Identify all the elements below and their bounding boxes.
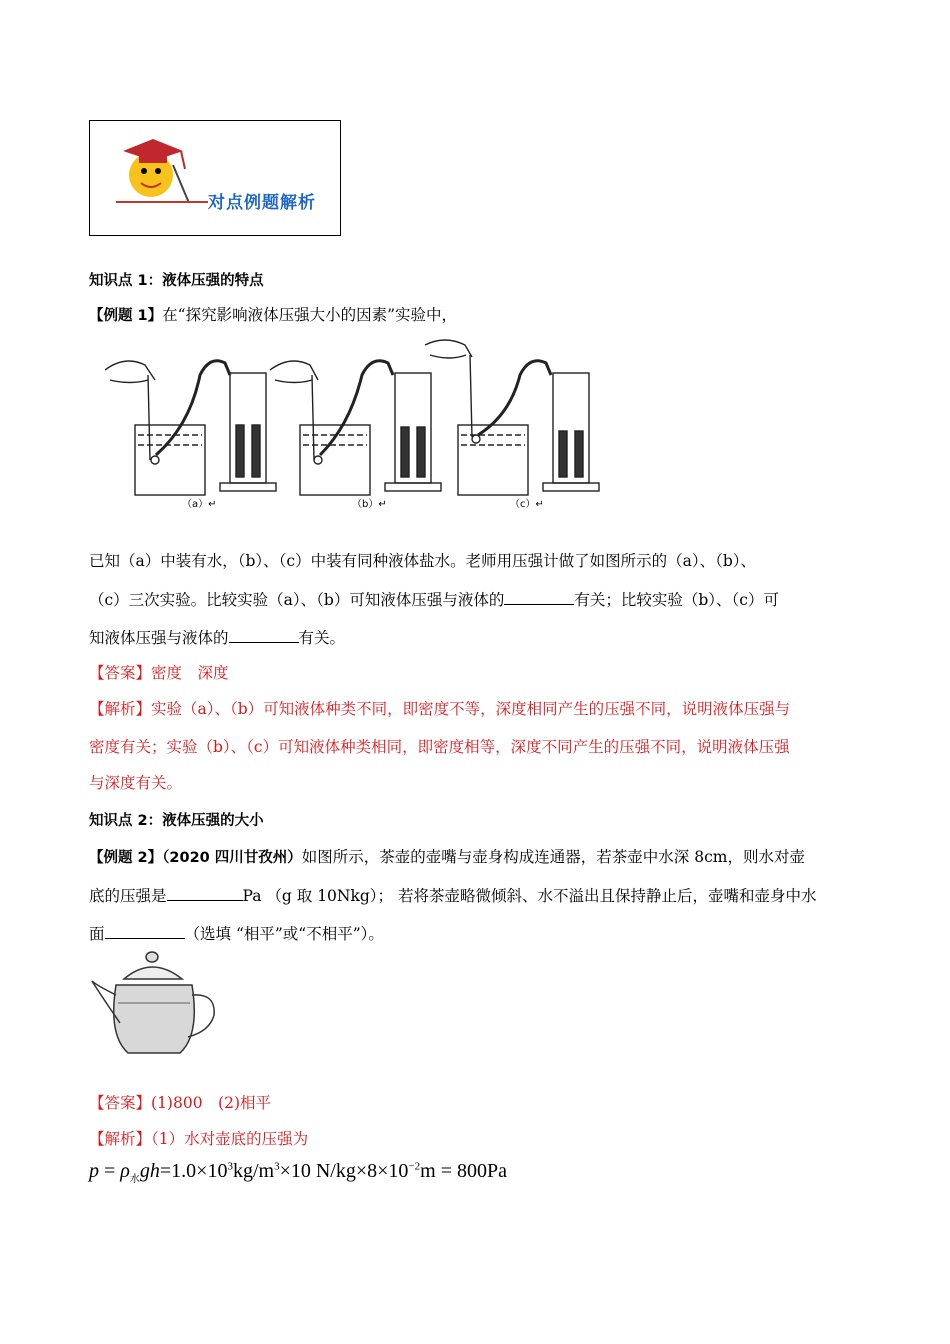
pressure-formula: $p = \rho_水gh=1.0\times 10^3kg/m^3\times 10$ $N/kg\times 8\times 10^{-2}m = 800Pa$ (89, 1160, 507, 1185)
figure-label-a: （a）↵ (182, 499, 217, 510)
knowledge-point-1-heading: 知识点 1：液体压强的特点 (89, 273, 264, 289)
pressure-gauge-figure (100, 335, 600, 520)
example-2-analysis: 【解析】（1）水对壶底的压强为 (89, 1130, 309, 1148)
example-1-analysis-line-1: 【解析】实验（a）、（b）可知液体种类不同，即密度不等，深度相同产生的压强不同，说明液体压强与 (89, 700, 791, 718)
example-1-body-line-2: （c）三次实验。比较实验（a）、（b）可知液体压强与液体的 有关；比较实验（b）、（c）可 (89, 588, 779, 611)
section-banner (89, 120, 341, 236)
example-1-answer: 【答案】密度 深度 (89, 664, 229, 682)
example-2-line-1: 【例题 2】（2020 四川甘孜州）如图所示，茶壶的壶嘴与壶身构成连通器，若茶壶中水深 8cm，则水对壶 (89, 848, 805, 866)
graduate-mascot-icon (115, 129, 195, 209)
answer-blank[interactable] (504, 588, 574, 605)
example-1-body-line-3: 知液体压强与液体的 有关。 (89, 626, 345, 649)
figure-label-c: （c）↵ (510, 499, 544, 510)
answer-blank[interactable] (105, 922, 185, 939)
example-1-question: 在“探究影响液体压强大小的因素”实验中， (162, 306, 457, 324)
banner-title: 对点例题解析 (208, 193, 316, 213)
example-2-line-2: 底的压强是 Pa （g 取 10Nkg）； 若将茶壶略微倾斜、水不溢出且保持静止后，壶嘴和壶身中水 (89, 884, 816, 907)
example-1-intro (89, 304, 457, 327)
answer-blank[interactable] (167, 884, 243, 901)
example-2-answer: 【答案】(1)800 (2)相平 (89, 1094, 272, 1112)
example-1-analysis-line-3: 与深度有关。 (89, 774, 183, 792)
banner-rule (116, 201, 208, 203)
knowledge-point-2-heading: 知识点 2：液体压强的大小 (89, 813, 264, 829)
answer-blank[interactable] (229, 626, 299, 643)
example-1-tag: 【例题 1】 (89, 308, 163, 324)
example-1-analysis-line-2: 密度有关；实验（b）、（c）可知液体种类相同，即密度相等，深度不同产生的压强不同，说明液体压强 (89, 738, 790, 756)
example-1-body-line-1: 已知（a）中装有水，（b）、（c）中装有同种液体盐水。老师用压强计做了如图所示的（a）、（b）、 (89, 552, 757, 570)
example-2-line-3: 面 （选填 “相平”或“不相平”）。 (89, 922, 384, 945)
teapot-image (88, 945, 228, 1060)
figure-label-b: （b）↵ (352, 499, 387, 510)
